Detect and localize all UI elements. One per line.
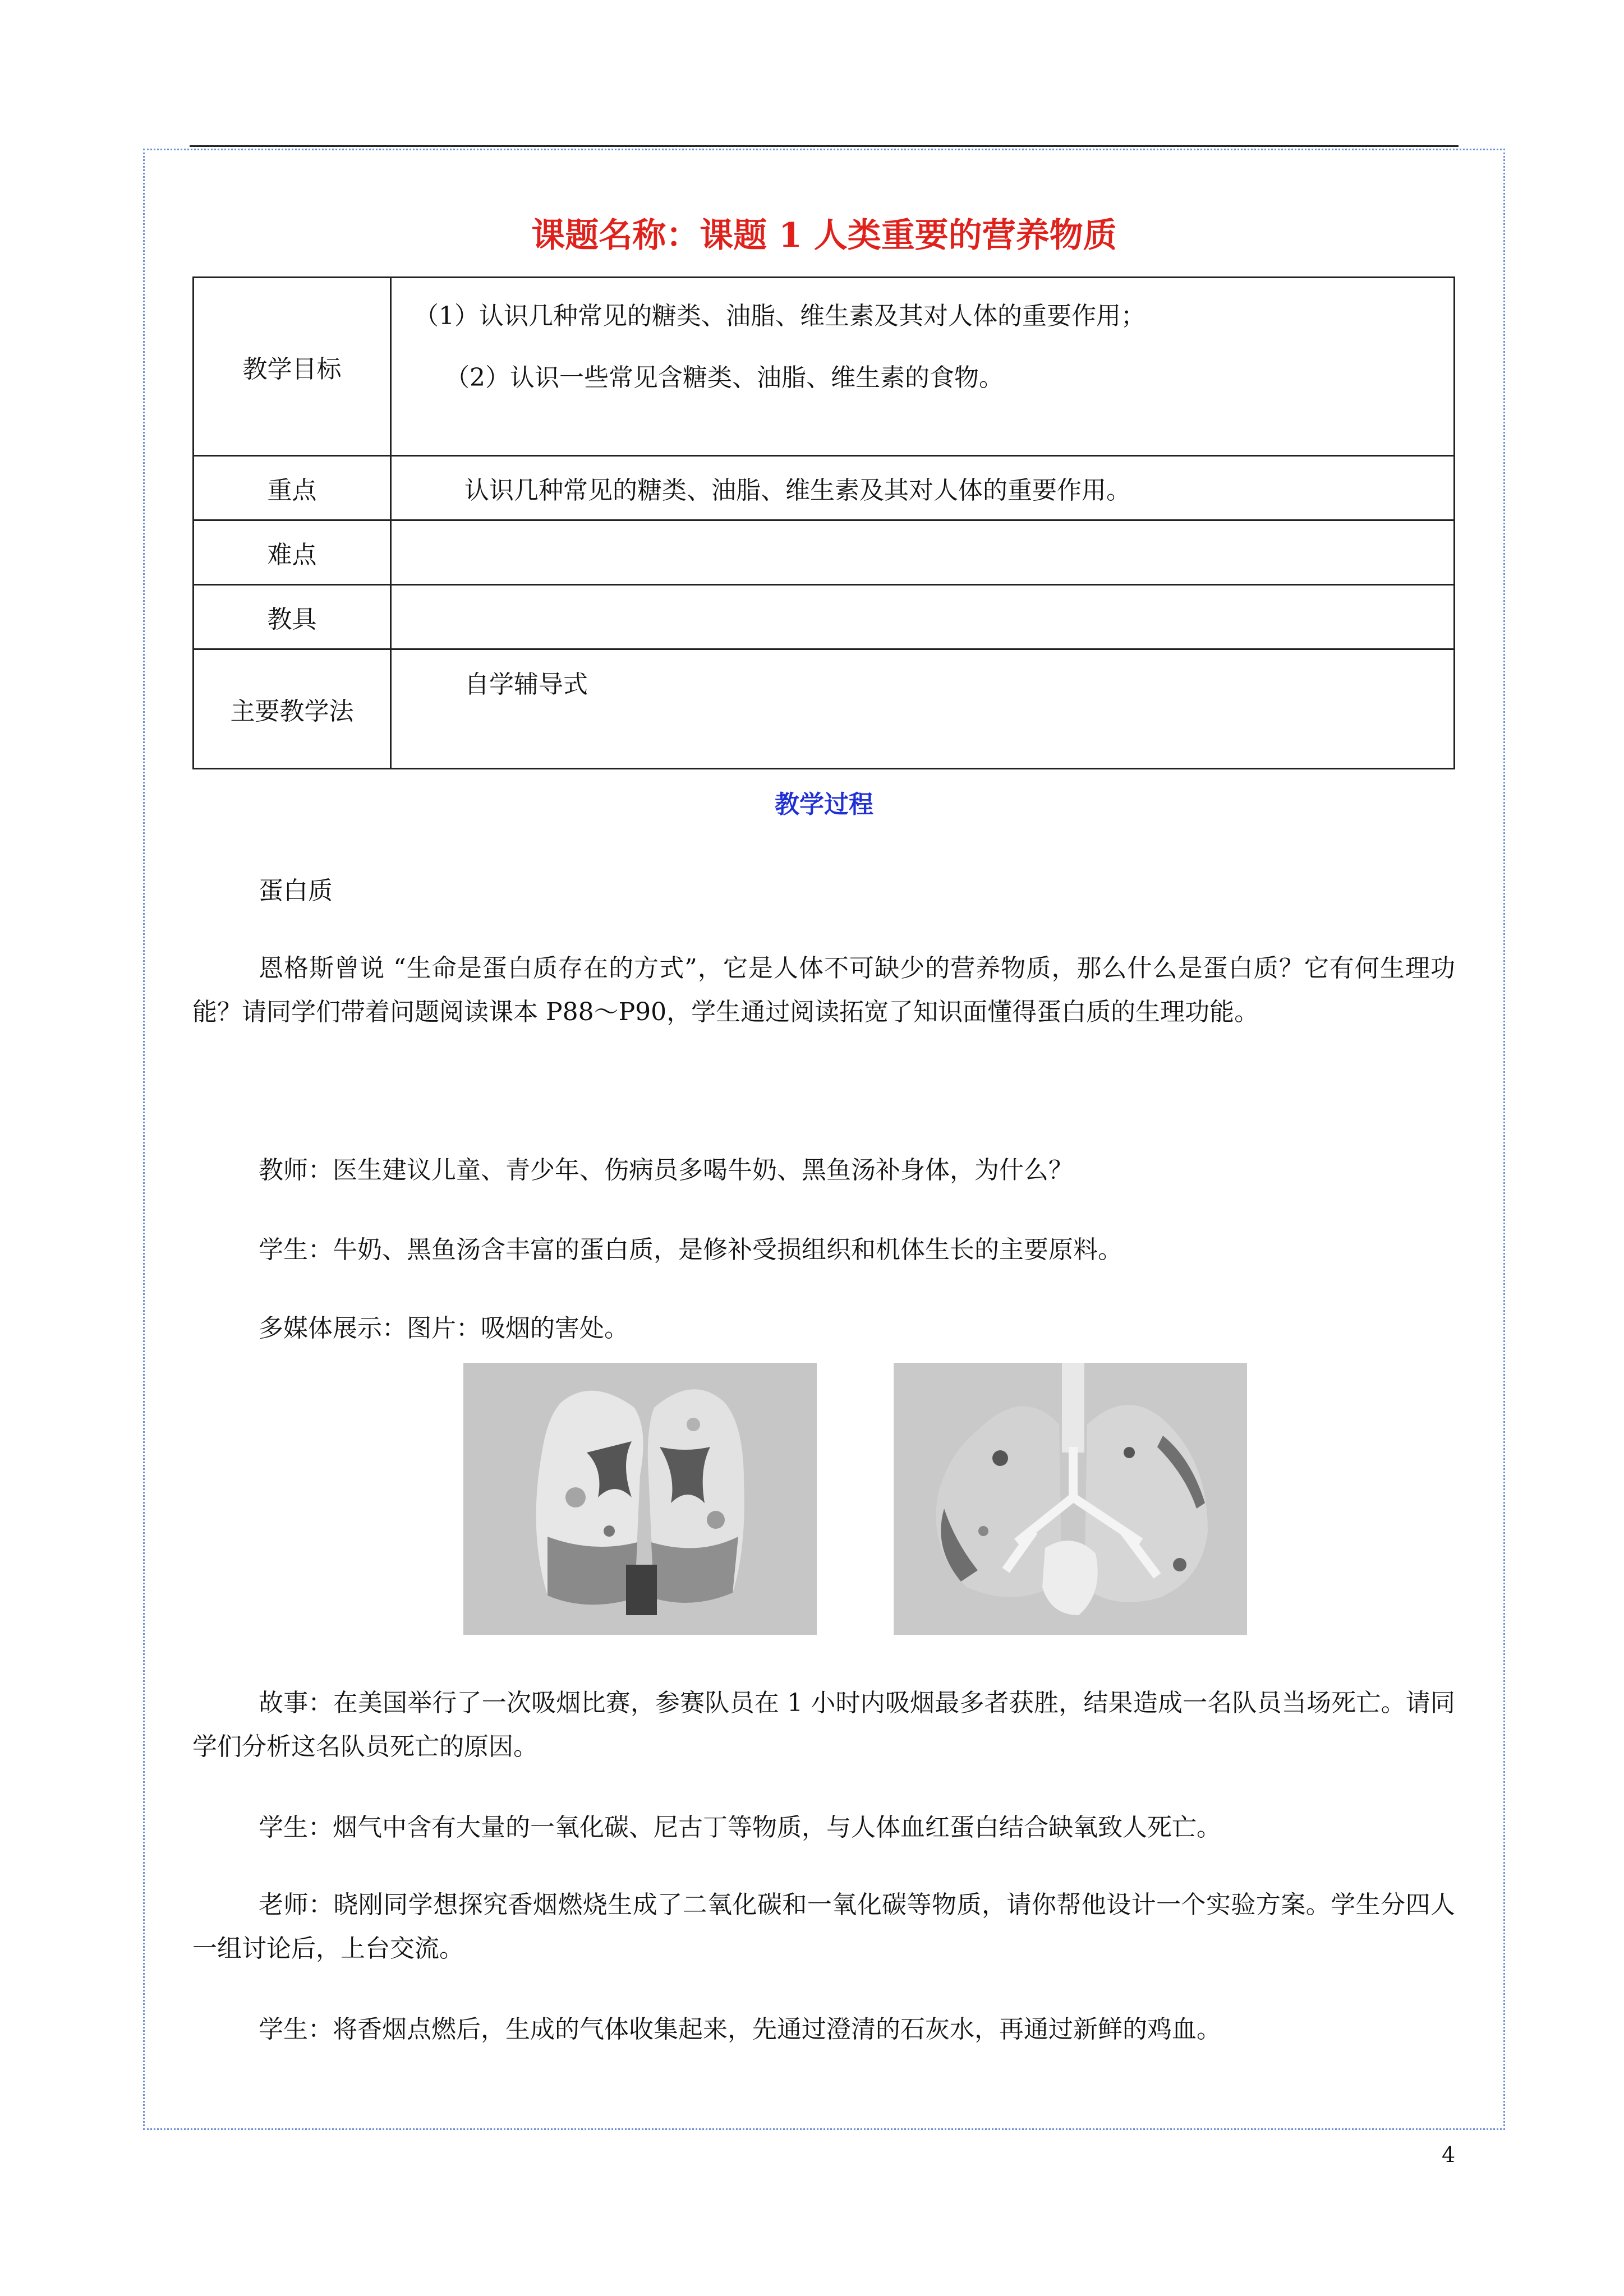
table-row-key-point — [194, 456, 1455, 520]
paragraph-student-answer: 学生：牛奶、黑鱼汤含丰富的蛋白质，是修补受损组织和机体生长的主要原料。 — [259, 1235, 1122, 1264]
lesson-title: 课题名称：课题 1 人类重要的营养物质 — [531, 216, 1117, 255]
table-row-goal — [194, 278, 1455, 456]
difficulty-content — [391, 520, 1455, 585]
section-title: 教学过程 — [775, 790, 873, 819]
paragraph-student-plan: 学生：将香烟点燃后，生成的气体收集起来，先通过澄清的石灰水，再通过新鲜的鸡血。 — [259, 2015, 1221, 2044]
method-content — [391, 649, 1455, 769]
method-label: 主要教学法 — [194, 649, 391, 769]
method-text: 自学辅导式 — [464, 670, 588, 699]
lung-photo-left — [463, 1363, 817, 1635]
paragraph-teacher-experiment: 老师：晓刚同学想探究香烟燃烧生成了二氧化碳和一氧化碳等物质，请你帮他设计一个实验方案。学生分四人一组讨论后，上台交流。 — [192, 1891, 1455, 1963]
table-row-method — [194, 649, 1455, 769]
key-point-label: 重点 — [194, 456, 391, 520]
paragraph-engels-quote: 恩格斯曾说 “生命是蛋白质存在的方式”，它是人体不可缺少的营养物质，那么什么是蛋白质？它有何生理功能？请同学们带着问题阅读课本 P88～P90，学生通过阅读拓宽了知识面懂得蛋白质的生理功能。 — [192, 954, 1455, 1026]
paragraph-student-analysis: 学生：烟气中含有大量的一氧化碳、尼古丁等物质，与人体血红蛋白结合缺氧致人死亡。 — [259, 1813, 1221, 1842]
key-point-text: 认识几种常见的糖类、油脂、维生素及其对人体的重要作用。 — [464, 476, 1131, 505]
goal-label: 教学目标 — [194, 278, 391, 456]
paragraph-protein-heading: 蛋白质 — [259, 877, 333, 905]
paragraph-smoking-story: 故事：在美国举行了一次吸烟比赛，参赛队员在 1 小时内吸烟最多者获胜，结果造成一名队员当场死亡。请同学们分析这名队员死亡的原因。 — [192, 1689, 1455, 1761]
goal-line-2: （2）认识一些常见含糖类、油脂、维生素的食物。 — [445, 363, 1004, 392]
lesson-info-table — [192, 276, 1455, 769]
paragraph-multimedia: 多媒体展示：图片：吸烟的害处。 — [259, 1314, 629, 1343]
table-row-tools — [194, 585, 1455, 649]
key-point-content — [391, 456, 1455, 520]
paragraph-teacher-question: 教师：医生建议儿童、青少年、伤病员多喝牛奶、黑鱼汤补身体，为什么？ — [259, 1156, 1073, 1184]
lung-image-right — [894, 1363, 1247, 1635]
page-number: 4 — [1442, 2142, 1456, 2167]
goal-content — [391, 278, 1455, 456]
tools-content — [391, 585, 1455, 649]
goal-line-1: （1）认识几种常见的糖类、油脂、维生素及其对人体的重要作用； — [414, 301, 1145, 330]
header-rule — [190, 145, 1459, 147]
lung-image-left — [463, 1363, 817, 1635]
table-row-difficulty — [194, 520, 1455, 585]
difficulty-label: 难点 — [194, 520, 391, 585]
lung-photo-right — [894, 1363, 1247, 1635]
tools-label: 教具 — [194, 585, 391, 649]
